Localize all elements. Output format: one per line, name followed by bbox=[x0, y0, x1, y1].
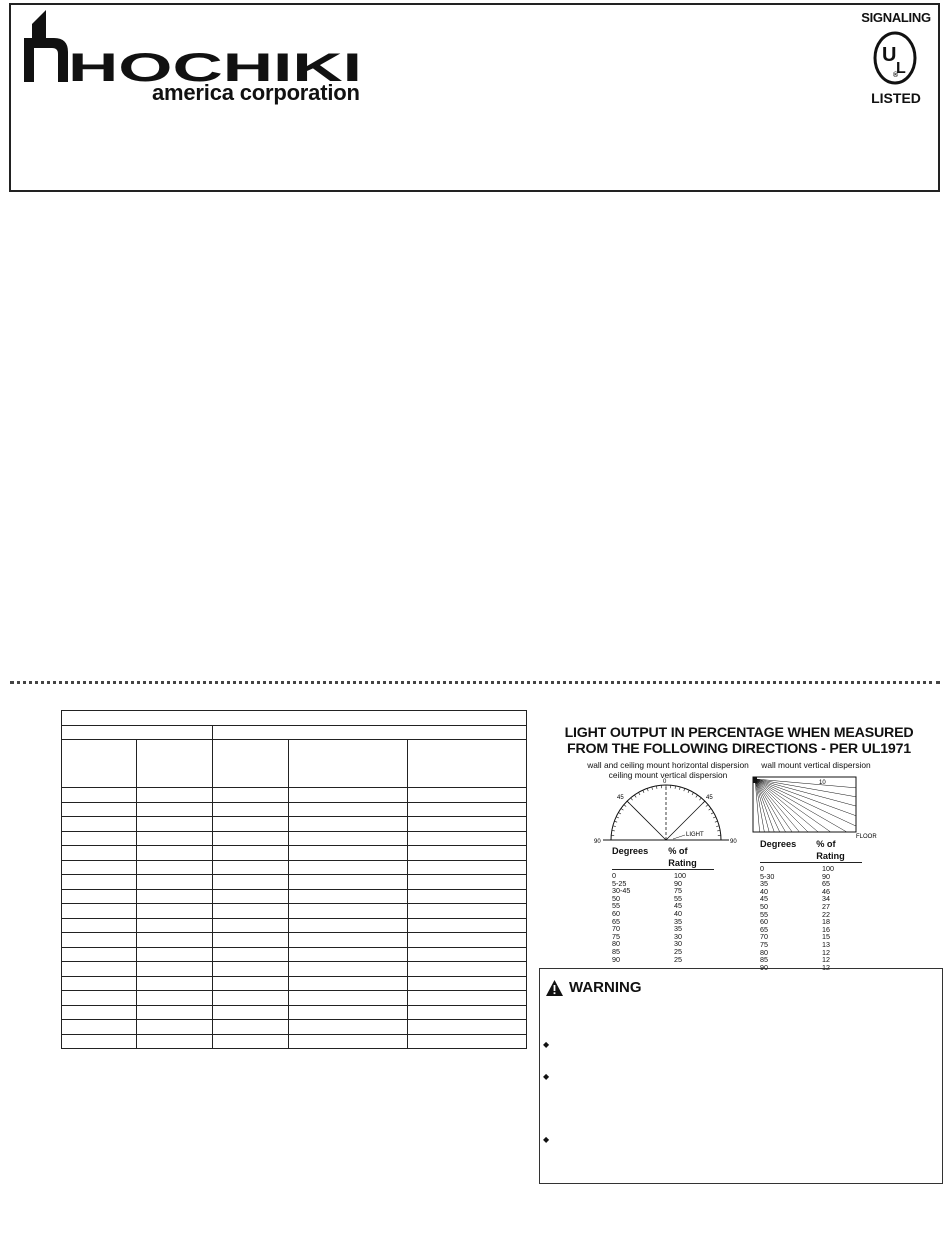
rating-value: 90 bbox=[674, 878, 682, 888]
table-cell bbox=[213, 875, 289, 890]
table-row bbox=[62, 933, 527, 948]
table-row bbox=[62, 947, 527, 962]
table-cell bbox=[137, 1020, 213, 1035]
rating-row bbox=[760, 941, 862, 949]
table-cell bbox=[62, 933, 137, 948]
rating-value: 90 bbox=[822, 871, 830, 881]
rating-value: 40 bbox=[674, 908, 682, 918]
table-cell bbox=[213, 933, 289, 948]
table-cell bbox=[213, 831, 289, 846]
protractor-tick bbox=[613, 826, 616, 827]
rating-value: 55 bbox=[674, 893, 682, 903]
table-row bbox=[62, 976, 527, 991]
table-cell bbox=[137, 802, 213, 817]
table-row bbox=[62, 875, 527, 890]
table-cell bbox=[408, 788, 527, 803]
ul-circle-icon bbox=[873, 31, 917, 85]
table-cell bbox=[408, 1034, 527, 1049]
table-cell bbox=[408, 991, 527, 1006]
table-cell bbox=[137, 1034, 213, 1049]
protractor-tick bbox=[634, 795, 636, 797]
rating-value: 15 bbox=[822, 932, 830, 942]
table-cell bbox=[62, 788, 137, 803]
table-cell bbox=[408, 976, 527, 991]
table-cell bbox=[62, 991, 137, 1006]
table-cell bbox=[137, 860, 213, 875]
table-cell bbox=[289, 933, 408, 948]
table-cell bbox=[213, 947, 289, 962]
rating-value: 25 bbox=[674, 946, 682, 956]
warning-bullet: ◆ bbox=[543, 1072, 550, 1081]
table-cell bbox=[408, 1005, 527, 1020]
degrees-value: 65 bbox=[612, 916, 620, 926]
rating-value: 12 bbox=[822, 962, 830, 972]
table-cell bbox=[137, 947, 213, 962]
angle-label-0: 0 bbox=[663, 779, 667, 785]
table-cell bbox=[408, 1020, 527, 1035]
protractor-tick bbox=[684, 788, 685, 791]
rating-row bbox=[760, 880, 862, 888]
dispersion-ray bbox=[755, 779, 856, 806]
table-cell bbox=[62, 1034, 137, 1049]
rating-value: 46 bbox=[822, 886, 830, 896]
ul-listed-mark bbox=[856, 10, 936, 110]
ul-letter-l: L bbox=[896, 60, 906, 77]
degrees-value: 55 bbox=[760, 909, 768, 919]
section-divider bbox=[10, 681, 940, 684]
table-row bbox=[62, 846, 527, 861]
table-row bbox=[62, 962, 527, 977]
protractor-tick bbox=[688, 790, 689, 793]
table-cell bbox=[137, 788, 213, 803]
table-cell bbox=[137, 904, 213, 919]
degrees-value: 0 bbox=[612, 871, 616, 880]
rating-row bbox=[760, 888, 862, 896]
table-cell bbox=[408, 860, 527, 875]
table-cell bbox=[137, 991, 213, 1006]
rating-value: 18 bbox=[822, 917, 830, 927]
left-caption-line2: ceiling mount vertical dispersion bbox=[608, 770, 728, 780]
table-cell bbox=[408, 889, 527, 904]
table-row bbox=[62, 991, 527, 1006]
warning-title: WARNING bbox=[569, 979, 642, 996]
degrees-value: 0 bbox=[760, 864, 764, 873]
table-cell bbox=[289, 918, 408, 933]
light-output-title-line1: LIGHT OUTPUT IN PERCENTAGE WHEN MEASURED bbox=[564, 725, 914, 741]
table-row bbox=[62, 1005, 527, 1020]
warning-box bbox=[539, 968, 943, 1184]
table-cell bbox=[62, 802, 137, 817]
rating-value: 35 bbox=[674, 924, 682, 934]
protractor-tick bbox=[706, 805, 708, 807]
table-cell bbox=[137, 918, 213, 933]
table-cell bbox=[62, 817, 137, 832]
protractor-tick bbox=[616, 817, 619, 818]
table-row bbox=[62, 1034, 527, 1049]
protractor-tick bbox=[639, 792, 641, 795]
table-title-row bbox=[62, 711, 527, 726]
protractor-tick bbox=[621, 808, 623, 810]
rating-value: 30 bbox=[674, 939, 682, 949]
rating-header: % of Rating bbox=[816, 839, 845, 861]
rating-row bbox=[612, 902, 714, 910]
table-cell bbox=[289, 962, 408, 977]
rating-value: 75 bbox=[674, 886, 682, 896]
table-row bbox=[62, 904, 527, 919]
ul-letter-u: U bbox=[882, 44, 897, 66]
degrees-value: 90 bbox=[612, 954, 620, 964]
rating-row bbox=[760, 911, 862, 919]
table-cell bbox=[289, 904, 408, 919]
table-cell bbox=[408, 802, 527, 817]
table-cell bbox=[62, 947, 137, 962]
rating-row bbox=[612, 887, 714, 895]
degrees-header: Degrees bbox=[612, 846, 649, 856]
table-cell bbox=[289, 846, 408, 861]
table-cell bbox=[289, 831, 408, 846]
angle-label-90-left: 90 bbox=[594, 839, 601, 844]
degrees-header: Degrees bbox=[760, 839, 797, 849]
table-cell bbox=[213, 889, 289, 904]
left-caption-line1: wall and ceiling mount horizontal dispersion bbox=[587, 760, 749, 770]
protractor-tick bbox=[614, 821, 617, 822]
table-group-left bbox=[62, 725, 213, 740]
table-cell bbox=[408, 904, 527, 919]
protractor-tick bbox=[652, 787, 653, 790]
table-cell bbox=[213, 918, 289, 933]
rating-row bbox=[760, 956, 862, 964]
table-cell bbox=[213, 1034, 289, 1049]
rating-row bbox=[612, 872, 714, 880]
rating-value: 25 bbox=[674, 954, 682, 964]
protractor-tick bbox=[711, 813, 714, 815]
rating-value: 34 bbox=[822, 894, 830, 904]
rating-value: 100 bbox=[822, 864, 834, 873]
protractor-tick bbox=[643, 790, 644, 793]
warning-heading bbox=[546, 979, 642, 996]
table-cell bbox=[408, 962, 527, 977]
table-cell bbox=[213, 817, 289, 832]
table-cell bbox=[289, 1034, 408, 1049]
table-cell bbox=[408, 933, 527, 948]
warning-triangle-icon bbox=[546, 980, 563, 996]
table-header-cell bbox=[62, 740, 137, 788]
rating-value: 35 bbox=[674, 916, 682, 926]
table-cell bbox=[137, 831, 213, 846]
rating-value: 13 bbox=[822, 939, 830, 949]
floor-label: FLOOR bbox=[856, 834, 877, 840]
rating-value: 16 bbox=[822, 924, 830, 934]
right-diagram-caption: wall mount vertical dispersion bbox=[761, 760, 871, 770]
horizontal-dispersion-table bbox=[612, 845, 714, 963]
degrees-value: 75 bbox=[760, 939, 768, 949]
rating-row bbox=[612, 895, 714, 903]
table-cell bbox=[408, 846, 527, 861]
table-cell bbox=[137, 846, 213, 861]
table-cell bbox=[213, 991, 289, 1006]
horizontal-dispersion-diagram bbox=[593, 778, 739, 844]
protractor-tick bbox=[627, 801, 629, 803]
rating-value: 12 bbox=[822, 955, 830, 965]
rating-value: 45 bbox=[674, 901, 682, 911]
table-cell bbox=[62, 846, 137, 861]
degrees-value: 70 bbox=[612, 924, 620, 934]
table-cell bbox=[289, 788, 408, 803]
protractor-tick bbox=[624, 805, 626, 807]
rating-row bbox=[612, 940, 714, 948]
table-cell bbox=[137, 976, 213, 991]
rating-row bbox=[612, 933, 714, 941]
table-cell bbox=[62, 962, 137, 977]
vertical-dispersion-table bbox=[760, 838, 862, 971]
rating-row bbox=[760, 865, 862, 873]
rating-value: 12 bbox=[822, 947, 830, 957]
angle-label-45-left: 45 bbox=[617, 795, 624, 801]
protractor-tick bbox=[696, 795, 698, 797]
table-cell bbox=[289, 889, 408, 904]
protractor-tick bbox=[716, 826, 719, 827]
rating-row bbox=[760, 895, 862, 903]
table-header-cell bbox=[408, 740, 527, 788]
vertical-dispersion-diagram bbox=[752, 774, 878, 840]
protractor-tick bbox=[699, 798, 701, 800]
rating-value: 30 bbox=[674, 931, 682, 941]
table-cell bbox=[213, 962, 289, 977]
protractor-tick bbox=[715, 821, 718, 822]
table-cell bbox=[137, 1005, 213, 1020]
logo-wordmark: HOCHIKI bbox=[68, 46, 362, 90]
protractor-tick bbox=[679, 787, 680, 790]
light-output-title bbox=[558, 725, 920, 757]
protractor-tick bbox=[631, 798, 633, 800]
table-cell bbox=[408, 875, 527, 890]
protractor-tick bbox=[692, 792, 694, 795]
table-row bbox=[62, 831, 527, 846]
table-cell bbox=[62, 889, 137, 904]
table-cell bbox=[137, 817, 213, 832]
rating-value: 22 bbox=[822, 909, 830, 919]
table-group-right bbox=[213, 725, 527, 740]
table-cell bbox=[289, 947, 408, 962]
table-cell bbox=[62, 860, 137, 875]
degrees-value: 5-25 bbox=[612, 878, 627, 888]
table-cell bbox=[137, 933, 213, 948]
table-cell bbox=[213, 976, 289, 991]
table-cell bbox=[213, 846, 289, 861]
table-cell bbox=[289, 1020, 408, 1035]
protractor-tick bbox=[713, 817, 716, 818]
degrees-value: 85 bbox=[760, 955, 768, 965]
degrees-value: 80 bbox=[760, 947, 768, 957]
protractor-tick bbox=[647, 788, 648, 791]
ul-registered: ® bbox=[893, 72, 899, 79]
left-diagram-caption bbox=[580, 760, 756, 780]
ul-listed-label: LISTED bbox=[871, 90, 921, 106]
degrees-value: 75 bbox=[612, 931, 620, 941]
protractor-tick bbox=[703, 801, 705, 803]
rating-row bbox=[612, 925, 714, 933]
table-cell bbox=[213, 904, 289, 919]
degrees-value: 45 bbox=[760, 894, 768, 904]
table-header-cell bbox=[289, 740, 408, 788]
table-cell bbox=[289, 1005, 408, 1020]
protractor-tick bbox=[656, 786, 657, 789]
dispersion-ray bbox=[755, 779, 856, 826]
rating-row bbox=[760, 933, 862, 941]
table-cell bbox=[408, 947, 527, 962]
degrees-value: 30-45 bbox=[612, 886, 631, 896]
rating-row bbox=[612, 910, 714, 918]
table-cell bbox=[137, 875, 213, 890]
table-cell bbox=[62, 1020, 137, 1035]
table-cell bbox=[62, 1005, 137, 1020]
table-row bbox=[62, 1020, 527, 1035]
angle-label-10: 10 bbox=[819, 780, 826, 786]
table-cell bbox=[213, 1005, 289, 1020]
table-cell bbox=[289, 991, 408, 1006]
table-cell bbox=[62, 976, 137, 991]
warning-bullet: ◆ bbox=[543, 1040, 550, 1049]
rating-row bbox=[760, 918, 862, 926]
table-cell bbox=[137, 889, 213, 904]
dispersion-ray bbox=[755, 779, 856, 788]
rating-row bbox=[612, 948, 714, 956]
table-cell bbox=[408, 817, 527, 832]
ul-signaling-label: SIGNALING bbox=[861, 10, 931, 25]
table-cell bbox=[62, 918, 137, 933]
table-cell bbox=[213, 788, 289, 803]
table-cell bbox=[408, 918, 527, 933]
table-cell bbox=[62, 904, 137, 919]
rating-row bbox=[760, 903, 862, 911]
table-header-cell bbox=[213, 740, 289, 788]
degrees-value: 50 bbox=[760, 901, 768, 911]
table-cell bbox=[213, 1020, 289, 1035]
table-cell bbox=[213, 802, 289, 817]
rating-value: 100 bbox=[674, 871, 686, 880]
angle-label-90-right: 90 bbox=[730, 839, 737, 844]
rating-row bbox=[760, 926, 862, 934]
table-cell bbox=[289, 817, 408, 832]
degrees-value: 5-30 bbox=[760, 871, 775, 881]
table-cell bbox=[62, 875, 137, 890]
table-cell bbox=[62, 831, 137, 846]
table-cell bbox=[289, 875, 408, 890]
light-output-title-line2: FROM THE FOLLOWING DIRECTIONS - PER UL1971 bbox=[567, 741, 911, 757]
protractor-tick bbox=[612, 830, 615, 831]
angle-label-45-right: 45 bbox=[706, 795, 713, 801]
rating-value: 27 bbox=[822, 901, 830, 911]
table-row bbox=[62, 889, 527, 904]
table-cell bbox=[289, 976, 408, 991]
degrees-value: 65 bbox=[760, 924, 768, 934]
table-row bbox=[62, 860, 527, 875]
degrees-value: 55 bbox=[612, 901, 620, 911]
degrees-value: 50 bbox=[612, 893, 620, 903]
table-cell bbox=[408, 831, 527, 846]
degrees-value: 35 bbox=[760, 879, 768, 889]
table-row bbox=[62, 817, 527, 832]
rating-row bbox=[612, 956, 714, 964]
table-row bbox=[62, 802, 527, 817]
warning-bullet: ◆ bbox=[543, 1135, 550, 1144]
protractor-tick bbox=[618, 813, 621, 815]
protractor-tick bbox=[675, 786, 676, 789]
degrees-value: 85 bbox=[612, 946, 620, 956]
protractor-tick bbox=[709, 808, 711, 810]
degrees-value: 70 bbox=[760, 932, 768, 942]
protractor-tick bbox=[717, 830, 720, 831]
rating-value: 65 bbox=[822, 879, 830, 889]
table-cell bbox=[289, 802, 408, 817]
rating-row bbox=[760, 873, 862, 881]
table-row bbox=[62, 788, 527, 803]
specification-table bbox=[61, 710, 527, 1049]
degrees-value: 80 bbox=[612, 939, 620, 949]
table-header-cell bbox=[137, 740, 213, 788]
rating-row bbox=[612, 918, 714, 926]
light-label: LIGHT bbox=[686, 832, 704, 838]
degrees-value: 60 bbox=[760, 917, 768, 927]
degrees-value: 90 bbox=[760, 962, 768, 972]
rating-header: % of Rating bbox=[668, 846, 697, 868]
degrees-value: 40 bbox=[760, 886, 768, 896]
table-row bbox=[62, 918, 527, 933]
table-cell bbox=[289, 860, 408, 875]
table-cell bbox=[213, 860, 289, 875]
degrees-value: 60 bbox=[612, 908, 620, 918]
rating-row bbox=[760, 949, 862, 957]
company-subtitle: america corporation bbox=[152, 80, 360, 105]
table-cell bbox=[137, 962, 213, 977]
